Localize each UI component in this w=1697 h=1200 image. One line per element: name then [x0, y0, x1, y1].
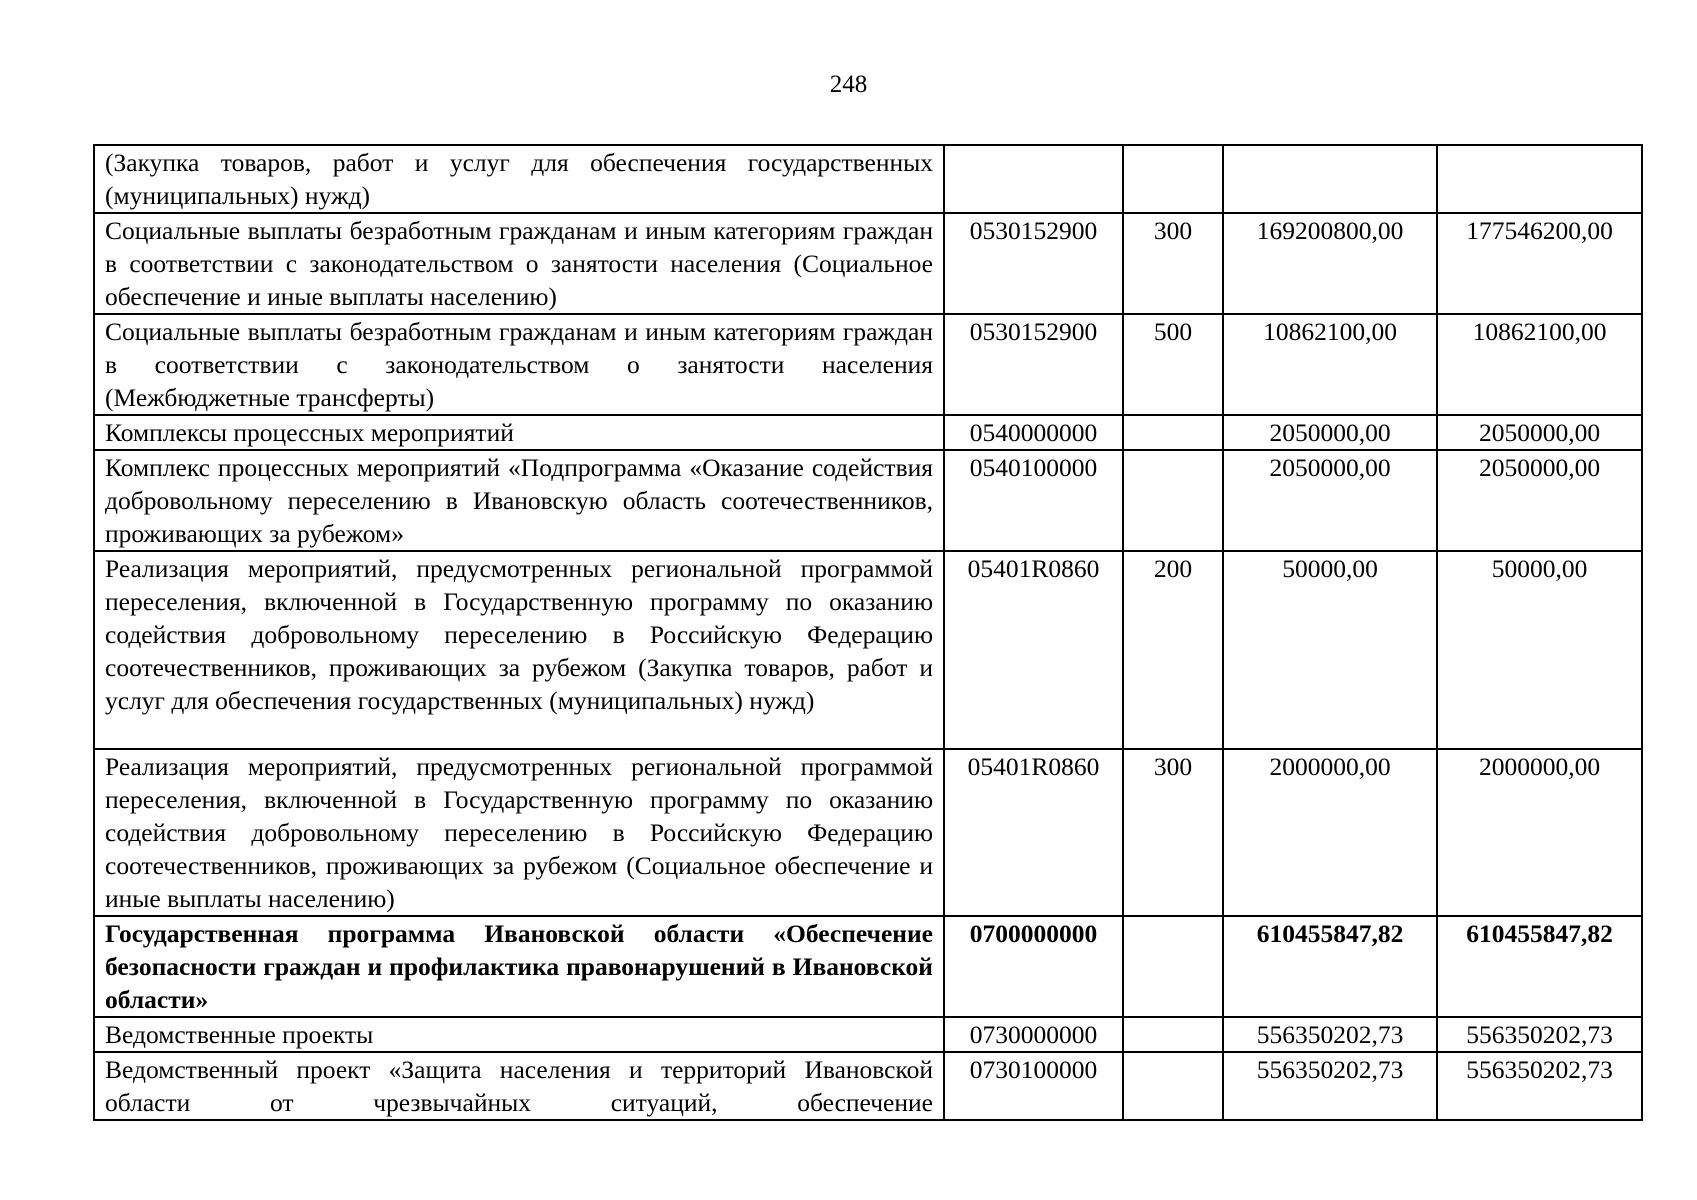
row-amount1-cell: 50000,00	[1223, 551, 1437, 749]
row-type-cell	[1123, 916, 1223, 1017]
row-amount1-cell: 169200800,00	[1223, 213, 1437, 314]
row-name-cell: Ведомственные проекты	[94, 1017, 944, 1052]
row-amount2-cell: 556350202,73	[1437, 1052, 1642, 1120]
row-amount2-cell: 2000000,00	[1437, 749, 1642, 916]
table-row	[94, 415, 1642, 450]
row-amount1-cell: 556350202,73	[1223, 1017, 1437, 1052]
table-row	[94, 1017, 1642, 1052]
row-code-cell: 0530152900	[944, 314, 1123, 415]
page-number: 248	[829, 71, 868, 98]
row-name-cell: Социальные выплаты безработным гражданам и иным категориям граждан в соответствии с законодательством о занятости населения (Межбюджетные трансферты)	[94, 314, 944, 415]
row-amount2-cell: 177546200,00	[1437, 213, 1642, 314]
row-amount1-cell: 556350202,73	[1223, 1052, 1437, 1120]
table-row	[94, 749, 1642, 916]
row-code-cell: 05401R0860	[944, 551, 1123, 749]
row-type-cell: 300	[1123, 213, 1223, 314]
row-amount1-cell: 10862100,00	[1223, 314, 1437, 415]
row-code-cell: 0530152900	[944, 213, 1123, 314]
row-amount1-cell	[1223, 145, 1437, 213]
row-code-cell: 0540000000	[944, 415, 1123, 450]
table-row	[94, 145, 1642, 213]
row-amount2-cell: 610455847,82	[1437, 916, 1642, 1017]
row-name-cell: Комплексы процессных мероприятий	[94, 415, 944, 450]
row-amount1-cell: 2050000,00	[1223, 415, 1437, 450]
row-amount2-cell: 10862100,00	[1437, 314, 1642, 415]
row-type-cell	[1123, 1052, 1223, 1120]
row-name-cell: Ведомственный проект «Защита населения и территорий Ивановской области от чрезвычайных ситуаций, обеспечение	[94, 1052, 944, 1120]
row-code-cell: 05401R0860	[944, 749, 1123, 916]
row-amount2-cell: 2050000,00	[1437, 415, 1642, 450]
row-name-cell: Комплекс процессных мероприятий «Подпрограмма «Оказание содействия добровольному переселению в Ивановскую область соотечественников, проживающих за рубежом»	[94, 450, 944, 551]
table-row	[94, 916, 1642, 1017]
table-row	[94, 1052, 1642, 1120]
row-type-cell	[1123, 415, 1223, 450]
row-type-cell: 200	[1123, 551, 1223, 749]
row-code-cell: 0540100000	[944, 450, 1123, 551]
row-amount2-cell: 556350202,73	[1437, 1017, 1642, 1052]
row-type-cell: 300	[1123, 749, 1223, 916]
row-type-cell: 500	[1123, 314, 1223, 415]
row-amount1-cell: 610455847,82	[1223, 916, 1437, 1017]
table-row	[94, 314, 1642, 415]
row-type-cell	[1123, 450, 1223, 551]
row-amount2-cell: 50000,00	[1437, 551, 1642, 749]
row-type-cell	[1123, 145, 1223, 213]
row-type-cell	[1123, 1017, 1223, 1052]
row-code-cell: 0730000000	[944, 1017, 1123, 1052]
row-name-cell: Социальные выплаты безработным гражданам и иным категориям граждан в соответствии с законодательством о занятости населения (Социальное обеспечение и иные выплаты населению)	[94, 213, 944, 314]
table-row	[94, 551, 1642, 749]
row-name-cell: Реализация мероприятий, предусмотренных региональной программой переселения, включенной в Государственную программу по оказанию содействия добровольному переселению в Российскую Федерацию соотечественников, проживающих за рубежом (Социальное обеспечение и иные выплаты населению)	[94, 749, 944, 916]
row-code-cell	[944, 145, 1123, 213]
row-amount2-cell	[1437, 145, 1642, 213]
budget-table	[93, 144, 1643, 1121]
row-code-cell: 0730100000	[944, 1052, 1123, 1120]
row-name-cell: Государственная программа Ивановской области «Обеспечение безопасности граждан и профилактика правонарушений в Ивановской области»	[94, 916, 944, 1017]
row-name-cell: (Закупка товаров, работ и услуг для обеспечения государственных (муниципальных) нужд)	[94, 145, 944, 213]
row-amount2-cell: 2050000,00	[1437, 450, 1642, 551]
table-row	[94, 450, 1642, 551]
row-amount1-cell: 2050000,00	[1223, 450, 1437, 551]
table-row	[94, 213, 1642, 314]
row-code-cell: 0700000000	[944, 916, 1123, 1017]
row-name-cell: Реализация мероприятий, предусмотренных региональной программой переселения, включенной в Государственную программу по оказанию содействия добровольному переселению в Российскую Федерацию соотечественников, проживающих за рубежом (Закупка товаров, работ и услуг для обеспечения государственных (муниципальных) нужд)	[94, 551, 944, 749]
row-amount1-cell: 2000000,00	[1223, 749, 1437, 916]
